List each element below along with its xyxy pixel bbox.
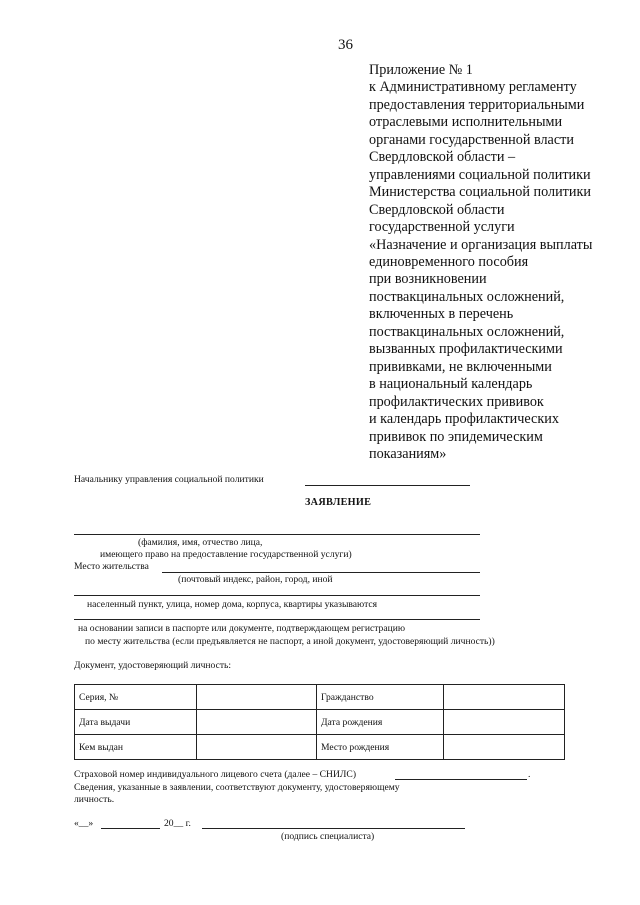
snils-label: Страховой номер индивидуального лицевого счета (далее – СНИЛС) (74, 769, 357, 780)
snils-end: . (528, 769, 531, 780)
appendix-line: отраслевыми исполнительными (369, 114, 563, 131)
table-row (75, 685, 565, 710)
residence-field[interactable] (162, 572, 480, 573)
appendix-line: прививок по эпидемическим (369, 428, 543, 445)
signature-field[interactable] (202, 828, 465, 829)
appendix-line: и календарь профилактических (369, 411, 559, 428)
table-row (75, 710, 565, 735)
appendix-line: Свердловской области – (369, 149, 516, 166)
basis-hint: по месту жительства (если предъявляется не паспорт, а иной документ, удостоверяющий личность)) (85, 636, 495, 647)
residence-field-2[interactable] (74, 595, 480, 596)
fio-hint: имеющего право на предоставление государственной услуги) (100, 549, 352, 560)
basis-hint: на основании записи в паспорте или документе, подтверждающем регистрацию (78, 623, 406, 634)
appendix-line: к Административному регламенту (369, 79, 577, 96)
appendix-line: показаниям» (369, 445, 447, 462)
id-document-table (74, 684, 565, 760)
appendix-line: поствакцинальных осложнений, (369, 288, 565, 305)
appendix-line: государственной услуги (369, 219, 515, 236)
appendix-line: профилактических прививок (369, 393, 544, 410)
page-number: 36 (338, 37, 353, 53)
date-day: «__» (74, 818, 94, 829)
table-cell: Серия, № (75, 685, 197, 710)
residence-hint-2: населенный пункт, улица, номер дома, корпуса, квартиры указываются (87, 599, 378, 610)
fio-hint: (фамилия, имя, отчество лица, (138, 537, 263, 548)
fio-field[interactable] (74, 534, 480, 535)
appendix-line: предоставления территориальными (369, 96, 585, 113)
table-cell: Гражданство (317, 685, 444, 710)
table-cell: Дата выдачи (75, 710, 197, 735)
appendix-line: Министерства социальной политики (369, 184, 591, 201)
document-title: ЗАЯВЛЕНИЕ (305, 497, 372, 508)
residence-label: Место жительства (74, 561, 149, 572)
table-input-cell[interactable] (197, 735, 317, 760)
table-input-cell[interactable] (444, 685, 565, 710)
appendix-line: включенных в перечень (369, 306, 514, 323)
table-cell: Место рождения (317, 735, 444, 760)
id-document-label: Документ, удостоверяющий личность: (74, 660, 232, 671)
table-cell: Кем выдан (75, 735, 197, 760)
table-input-cell[interactable] (444, 735, 565, 760)
residence-field-3[interactable] (74, 619, 480, 620)
residence-hint: (почтовый индекс, район, город, иной (178, 574, 333, 585)
snils-field[interactable] (395, 779, 527, 780)
appendix-line: Свердловской области (369, 201, 505, 218)
appendix-line: органами государственной власти (369, 131, 574, 148)
appendix-line: единовременного пособия (369, 253, 529, 270)
appendix-line: «Назначение и организация выплаты (369, 236, 593, 253)
table-input-cell[interactable] (444, 710, 565, 735)
appendix-line: прививками, не включенными (369, 358, 552, 375)
appendix-line: при возникновении (369, 271, 487, 288)
table-row (75, 735, 565, 760)
table-input-cell[interactable] (197, 710, 317, 735)
appendix-line: поствакцинальных осложнений, (369, 323, 565, 340)
confirmation-text: личность. (74, 794, 115, 805)
appendix-line: в национальный календарь (369, 376, 533, 393)
date-month-field[interactable] (101, 828, 160, 829)
date-year: 20__ г. (164, 818, 191, 829)
table-cell: Дата рождения (317, 710, 444, 735)
appendix-header (369, 62, 592, 463)
addressee-label: Начальнику управления социальной политики (74, 474, 264, 485)
appendix-line: вызванных профилактическими (369, 341, 563, 358)
confirmation-text: Сведения, указанные в заявлении, соответствуют документу, удостоверяющему (74, 782, 400, 793)
appendix-line: управлениями социальной политики (369, 166, 591, 183)
appendix-line: Приложение № 1 (369, 62, 473, 78)
addressee-field[interactable] (305, 485, 470, 486)
table-input-cell[interactable] (197, 685, 317, 710)
signature-hint: (подпись специалиста) (281, 831, 375, 842)
